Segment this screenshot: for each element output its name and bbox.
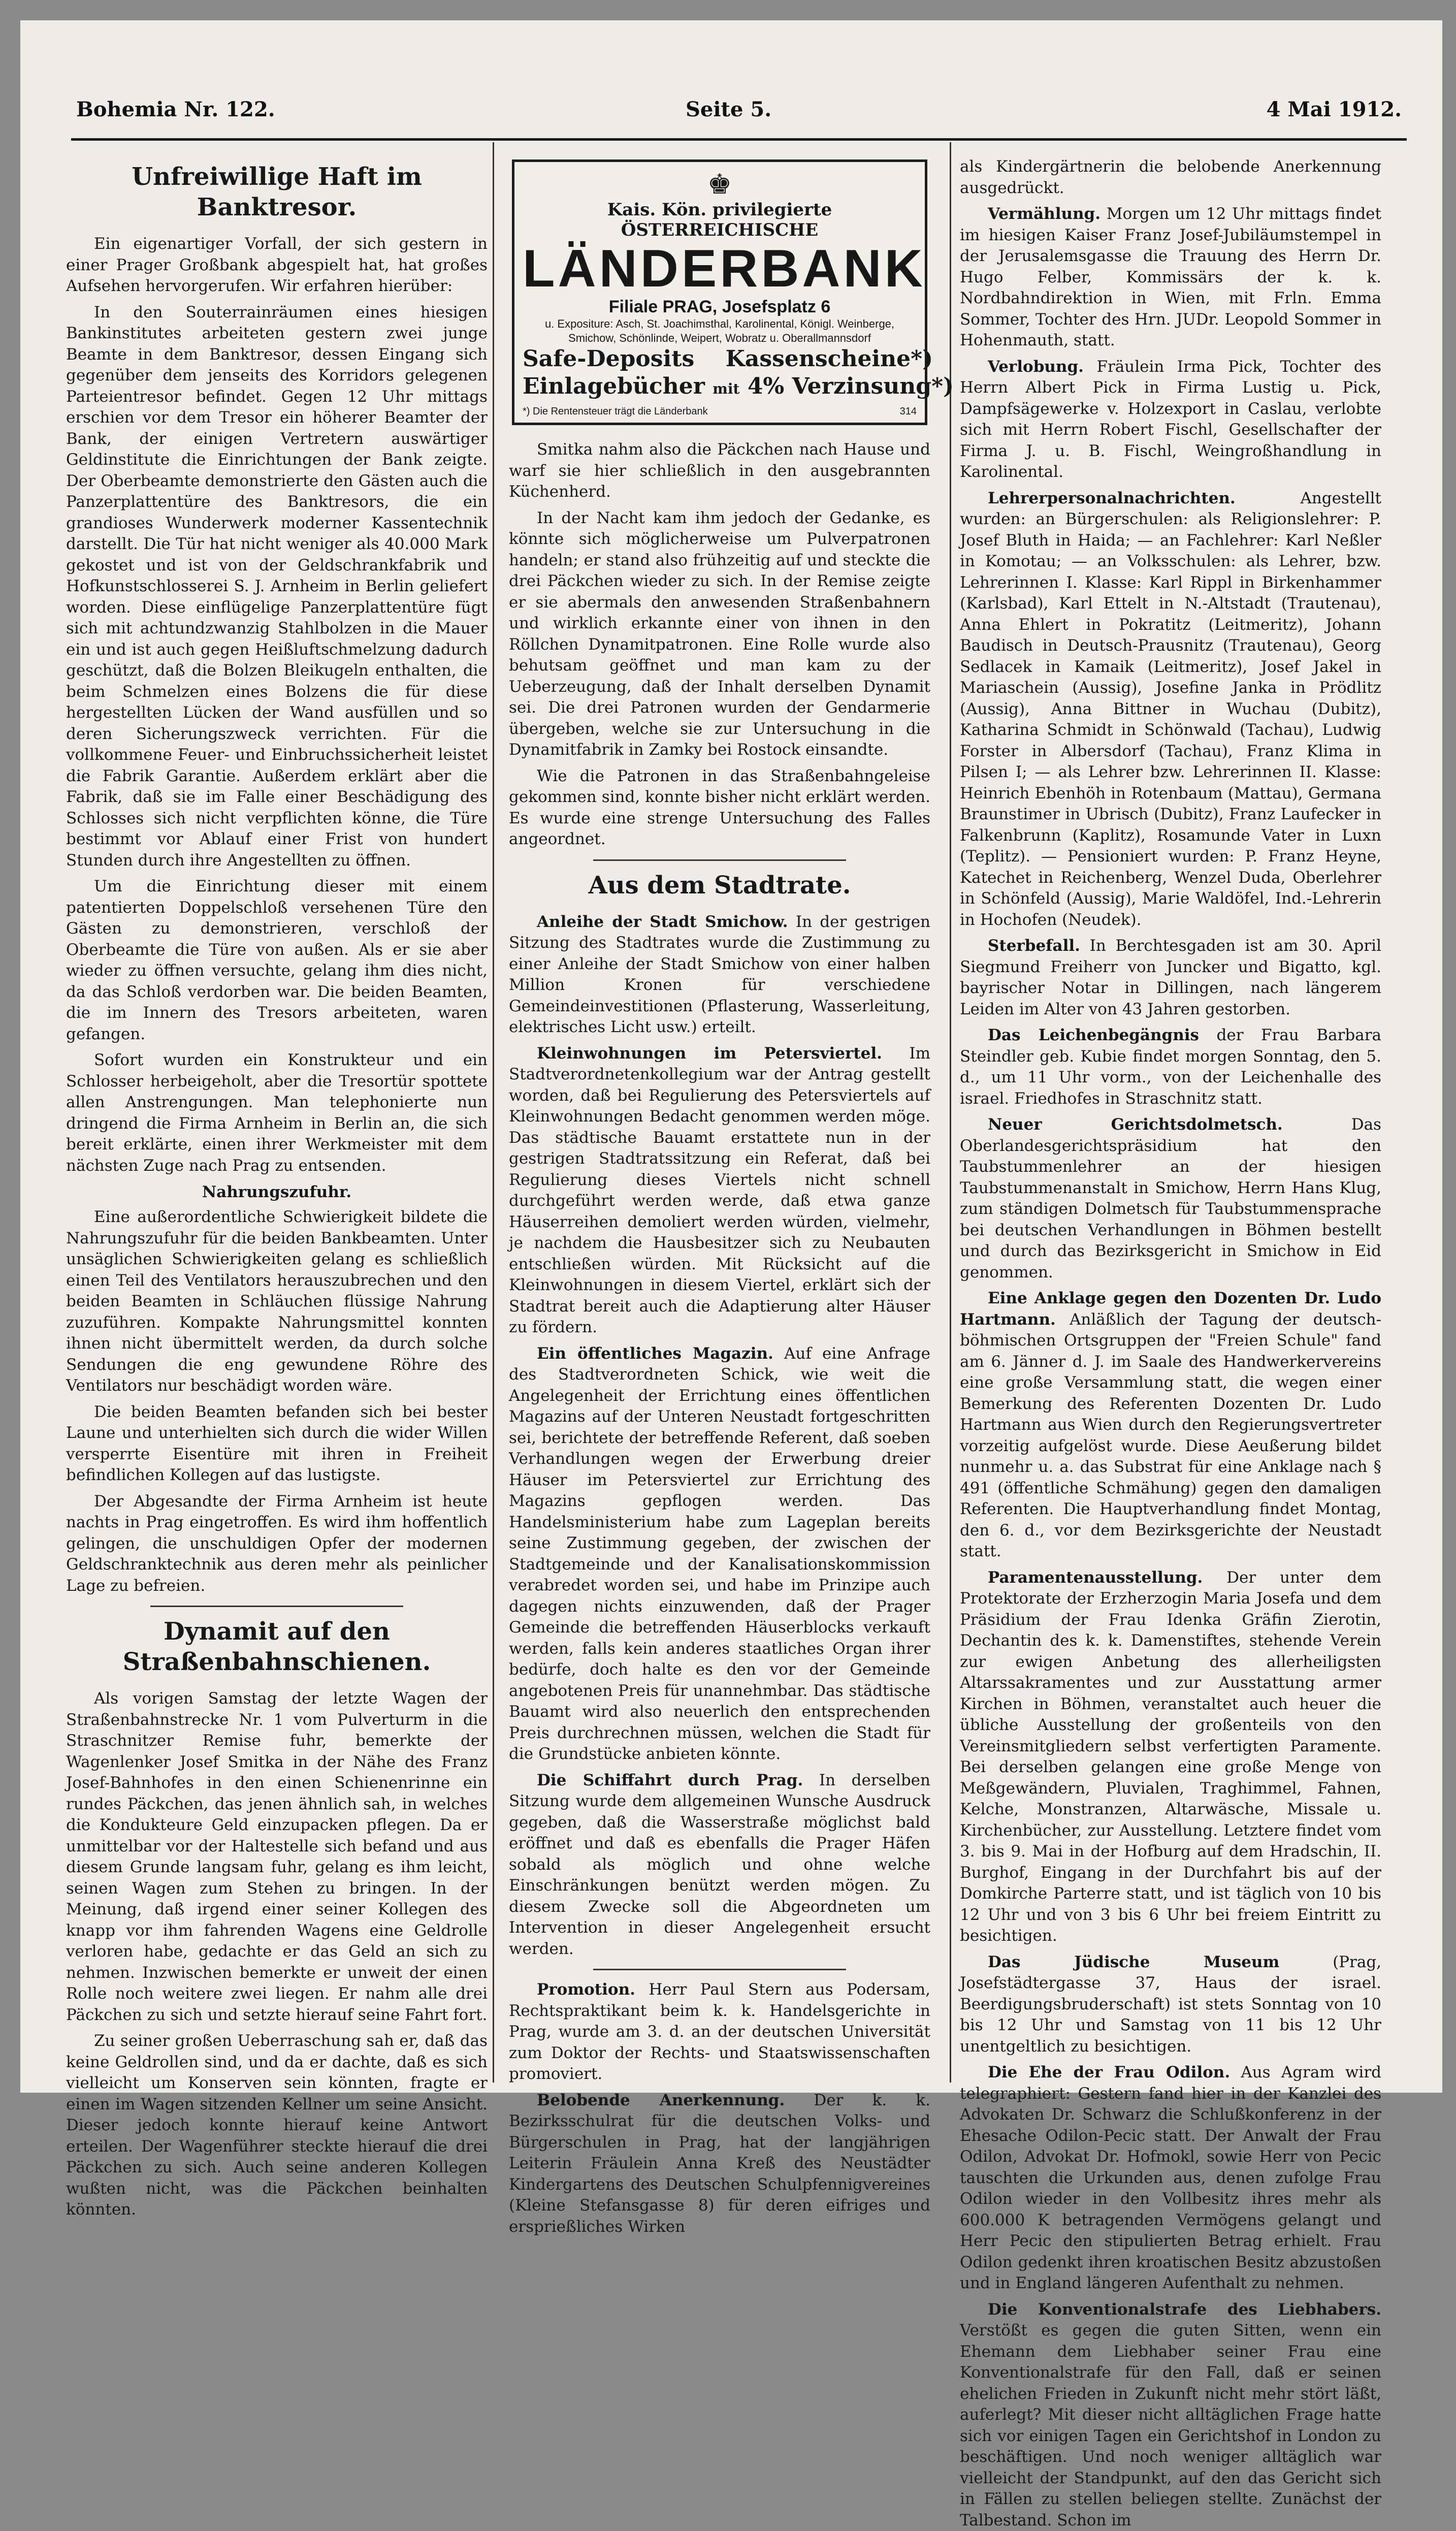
newspaper-page (20, 20, 1442, 2093)
ad-code: 314 (900, 406, 917, 418)
item-lead: Die Konventionalstrafe des Liebhabers. (988, 2300, 1381, 2319)
ad-offer-row (523, 373, 917, 403)
ad-offer: Safe-Deposits (523, 346, 694, 372)
ad-footer (523, 406, 917, 418)
item-lead: Eine Anklage gegen den Dozenten Dr. Ludo Hartmann. (960, 1289, 1381, 1329)
article-title: Dynamit auf den Straßenbahnschienen. (66, 1616, 488, 1677)
item-text: In derselben Sitzung wurde dem allgemeinen Wunsche Ausdruck gegeben, daß die Wasserstraße möglichst bald eröffnet und daß es ebenfalls die Prager Häfen sobald als möglich und ohne welche Einschränkungen benützt werden mögen. Zu diesem Zwecke soll die Abgeordneten um Intervention in dieser Angelegenheit ersucht werden. (509, 1771, 930, 1958)
item-lead: Ein öffentliches Magazin. (537, 1344, 773, 1363)
article-paragraph (960, 1952, 1381, 2058)
item-lead: Die Schiffahrt durch Prag. (537, 1771, 803, 1789)
article-paragraph: Smitka nahm also die Päckchen nach Hause und warf sie hier schließlich in den ausgebrannten Küchenherd. (509, 439, 930, 503)
item-text: (Prag, Josefstädtergasse 37, Haus der israel. Beerdigungsbruderschaft) ist stets Sonntag von 10 bis 12 Uhr und Samstag von 11 bis 12 Uhr unentgeltlich zu besichtigen. (960, 1953, 1381, 2056)
article-paragraph: Zu seiner großen Ueberraschung sah er, daß das keine Geldrollen sind, und da er dachte, daß es sich vielleicht um Konserven sein könnten, fragte er einen im Wagen sitzenden Kellner um seine Ansicht. Dieser jedoch konnte hierauf keine Antwort erteilen. Der Wagenführer steckte hierauf die drei Päckchen zu sich. Auch seine anderen Kollegen wußten nicht, was die Päckchen beinhalten könnten. (66, 2031, 488, 2221)
article-title: Unfreiwillige Haft im Banktresor. (66, 162, 488, 222)
item-text: Anläßlich der Tagung der deutsch-böhmischen Ortsgruppen der "Freien Schule" fand am 6. Jänner d. J. im Saale des Handwerkervereins eine große Versammlung statt, die wegen einer Bemerkung des Referenten Dozenten Dr. Ludo Hartmann aus Wien durch den Regierungsvertreter vorzeitig aufgelöst wurde. Diese Aeußerung bildet nunmehr u. a. das Substrat für eine Anklage nach § 491 (öffentliche Schmähung) gegen den damaligen Referenten. Die Hauptverhandlung findet Montag, den 6. d., vor dem Bezirksgerichte der Neustadt statt. (960, 1310, 1381, 1561)
item-lead: Promotion. (537, 1980, 635, 1999)
article-paragraph (960, 1567, 1381, 1947)
item-lead: Die Ehe der Frau Odilon. (988, 2063, 1230, 2081)
article-separator (593, 859, 846, 861)
item-lead: Das Jüdische Museum (988, 1953, 1279, 1971)
item-text: Herr Paul Stern aus Podersam, Rechtspraktikant beim k. k. Handelsgerichte in Prag, wurde am 3. d. an der deutschen Universität zum Doktor der Rechts- und Staatswissenschaften promoviert. (509, 1980, 930, 2083)
item-text: Aus Agram wird telegraphiert: Gestern fand hier in der Kanzlei des Advokaten Dr. Schwarz die Schlußkonferenz in der Ehesache Odilon-Pecic statt. Der Anwalt der Frau Odilon, Advokat Dr. Hofmokl, sowie Herr von Pecic tauschten die Urkunden aus, denen zufolge Frau Odilon wieder in den Vollbesitz ihres mehr als 600.000 K betragenden Vermögens gelangt und Herr Pecic den stipulierten Betrag erhielt. Frau Odilon gedenkt ihren kroatischen Besitz abzustoßen und in England längeren Aufenthalt zu nehmen. (960, 2063, 1381, 2292)
article-separator (150, 1606, 403, 1607)
item-lead: Paramentenausstellung. (988, 1568, 1203, 1587)
column-rule (493, 142, 494, 2083)
ad-interest-rate: 4% (748, 373, 784, 399)
article-paragraph (960, 488, 1381, 931)
item-lead: Anleihe der Stadt Smichow. (537, 913, 788, 931)
ad-offer: Verzinsung*) (792, 373, 954, 399)
article-paragraph: Um die Einrichtung dieser mit einem patentierten Doppelschloß versehenen Türe den Gästen zu demonstrieren, verschloß der Oberbeamte die Türe von außen. Als er sie aber wieder zu öffnen versuchte, gelang ihm dies nicht, da das Schloß verdorben war. Die beiden Beamten, die im Innern des Tresors arbeiteten, waren gefangen. (66, 876, 488, 1045)
ad-branch-address: Filiale PRAG, Josefsplatz 6 (523, 297, 917, 317)
article-paragraph: Wie die Patronen in das Straßenbahngeleise gekommen sind, konnte bisher nicht erklärt werden. Es wurde eine strenge Untersuchung des Falles angeordnet. (509, 766, 930, 850)
page-number: Seite 5. (686, 98, 771, 121)
ad-expositures: u. Expositure: Asch, St. Joachimsthal, Karolinental, Königl. Weinberge, Smichow, Schönlinde, Weipert, Wobratz u. Oberallmannsdorf (523, 317, 917, 345)
article-paragraph: Sofort wurden ein Konstrukteur und ein Schlosser herbeigeholt, aber die Tresortür spottete allen Anstrengungen. Man telephonierte nun dringend die Firma Arnheim in Berlin an, die sich bereit erklärte, einen ihrer Werkmeister mit dem nächsten Zuge nach Prag zu entsenden. (66, 1050, 488, 1176)
item-lead: Neuer Gerichtsdolmetsch. (988, 1115, 1283, 1134)
item-text: der Frau Barbara Steindler geb. Kubie findet morgen Sonntag, den 5. d., um 11 Uhr vorm., von der Leichenhalle des israel. Friedhofes in Straschnitz statt. (960, 1026, 1381, 1108)
item-text: In Berchtesgaden ist am 30. April Siegmund Freiherr von Juncker und Bigatto, kgl. bayrischer Notar in Dillingen, nach längerem Leiden im Alter von 43 Jahren gestorben. (960, 937, 1381, 1018)
article-paragraph: Die beiden Beamten befanden sich bei bester Laune und unterhielten sich durch die wider Willen versperrte Eisentüre mit ihren in Freiheit befindlichen Kollegen auf das lustigste. (66, 1402, 488, 1486)
item-lead: Sterbefall. (988, 937, 1080, 955)
header-rule (71, 138, 1407, 141)
ad-footnote: *) Die Rentensteuer trägt die Länderbank (523, 406, 708, 418)
article-separator (593, 1969, 846, 1970)
article-paragraph (509, 1343, 930, 1765)
article-paragraph: als Kindergärtnerin die belobende Anerkennung ausgedrückt. (960, 156, 1381, 199)
item-text: Angestellt wurden: an Bürgerschulen: als Religionslehrer: P. Josef Bluth in Haida; — an Fachlehrer: Karl Neßler in Komotau; — an Volksschulen: als Lehrer, bzw. Lehrerinnen I. Klasse: Karl Rippl in Birkenhammer (Karlsbad), Karl Ettelt in N.-Altstadt (Trautenau), Anna Ehlert in Pokratitz (Leitmeritz), Johann Baudisch in Deutsch-Prausnitz (Trautenau), Georg Sedlacek in Kamaik (Leitmeritz), Josef Jakel in Mariaschein (Aussig), Josefine Janka in Prödlitz (Aussig), Anna Bittner in Wuchau (Dubitz), Katharina Schmidt in Schönwald (Tachau), Ludwig Forster in Albersdorf (Tachau), Franz Klima in Pilsen I; — als Lehrer bzw. Lehrerinnen II. Klasse: Heinrich Ebenhöh in Rotenbaum (Mattau), Germana Braunstimer in Ubrisch (Dubitz), Franz Laufecker in Falkenbrunn (Kaplitz), Rosamunde Vater in Luxn (Teplitz). — Pensioniert wurden: P. Franz Heyne, Katechet in Reichenberg, Wenzel Duda, Oberlehrer in Schönfeld (Aussig), Marie Waldöfel, Ind.-Lehrerin in Hochofen (Neudek). (960, 489, 1381, 929)
item-text: Das Oberlandesgerichtspräsidium hat den Taubstummenlehrer an der hiesigen Taubstummenanstalt in Smichow, Herrn Hans Klug, zum ständigen Dolmetsch für Taubstummensprache bei deutschen Verhandlungen in Böhmen bestellt und durch das Bezirksgericht in Smichow in Eid genommen. (960, 1115, 1381, 1281)
item-lead: Kleinwohnungen im Petersviertel. (537, 1044, 882, 1063)
article-paragraph (509, 1043, 930, 1338)
item-lead: Verlobung. (988, 358, 1084, 376)
ad-offer-row (523, 345, 917, 373)
article-paragraph (960, 204, 1381, 351)
article-paragraph (509, 912, 930, 1038)
article-paragraph (509, 1770, 930, 1960)
article-paragraph (509, 2090, 930, 2238)
item-text: Im Stadtverordnetenkollegium war der Antrag gestellt worden, daß bei Regulierung des Petersviertels auf Kleinwohnungen Bedacht genommen werden möge. Das städtische Bauamt erstattete nun in der gestrigen Stadtratssitzung ein Referat, daß bei Regulierung dieses Viertels nicht schnell durchgeführt werden werde, daß etwa ganze Häuserreihen demoliert werden würden, vielmehr, je nachdem die Hausbesitzer sich zu Neubauten entschließen würden. Mit Rücksicht auf die Kleinwohnungen in diesem Viertel, erklärt sich der Stadtrat bereit auch die Adaptierung alter Häuser zu fördern. (509, 1044, 930, 1337)
item-text: Verstößt es gegen die guten Sitten, wenn ein Ehemann dem Liebhaber seiner Frau eine Konventionalstrafe für den Fall, daß er seinen ehelichen Frieden in Zukunft nicht mehr stört läßt, auferlegt? Mit dieser nicht alltäglichen Frage hatte sich vor einigen Tagen ein Gerichtshof in London zu beschäftigen. Und noch weniger alltäglich war vielleicht der Standpunkt, auf den das Gericht sich in Fällen zu stellen beliegen stellte. Zunächst der Talbestand. Schon im (960, 2321, 1381, 2529)
eagle-emblem-icon: ♚ (523, 169, 917, 200)
article-paragraph (960, 1288, 1381, 1562)
column-middle (509, 156, 930, 2087)
ad-offer: Kassenscheine*) (726, 346, 933, 372)
article-paragraph (960, 1114, 1381, 1283)
article-paragraph (960, 936, 1381, 1020)
item-lead: Belobende Anerkennung. (537, 2091, 785, 2109)
issue-date: 4 Mai 1912. (1267, 98, 1402, 121)
section-title: Aus dem Stadtrate. (509, 870, 930, 901)
item-text: Fräulein Irma Pick, Tochter des Herrn Albert Pick in Firma Lustig u. Pick, Dampfsägewerke v. Holzexport in Caslau, verlobte sich mit Herrn Robert Fischl, Gesellschafter der Firma J. u. B. Fischl, Weingroßhandlung in Karolinental. (960, 358, 1381, 482)
article-paragraph: In den Souterrainräumen eines hiesigen Bankinstitutes arbeiteten gestern zwei junge Beamte in dem Banktresor, dessen Eingang sich gegenüber dem jenseits des Korridors gelegenen Parteientresor befindet. Gegen 12 Uhr mittags erschien vor dem Tresor ein höherer Beamter der Bank, der einigen Vertretern auswärtiger Geldinstitute die Einrichtungen der Bank zeigte. Der Oberbeamte demonstrierte den Gästen auch die Panzerplattentüre des Banktresors, die ein grandioses Wunderwerk moderner Kassentechnik darstellt. Die Tür hat nicht weniger als 40.000 Mark gekostet und ist von der Geldschrankfabrik und Hofkunstschlosserei S. J. Arnheim in Berlin geliefert worden. Diese einflügelige Panzerplattentüre fügt sich mit achtundzwanzig Stahlbolzen in die Mauer ein und ist auch gegen Heißluftschmelzung dadurch geschützt, daß die Bolzen Bleikugeln enthalten, die beim Schmelzen eines Bolzens die für diese hergestellten Lücken der Wand ausfüllen und so deren Sicherungszweck verrichten. Für die vollkommene Feuer- und Einbruchssicherheit leistet die Fabrik Garantie. Außerdem erklärt aber die Fabrik, daß sie im Falle einer Beschädigung des Schlosses sich nicht verpflichten könne, die Türe bestimmt vor Ablauf einer Frist von hundert Stunden durch ihre Angestellten zu öffnen. (66, 302, 488, 872)
ad-offer: Einlagebücher (523, 373, 705, 399)
ad-brand-name: LÄNDERBANK (523, 240, 917, 297)
article-paragraph: Als vorigen Samstag der letzte Wagen der Straßenbahnstrecke Nr. 1 vom Pulverturm in die Straschnitzer Remise fuhr, bemerkte der Wagenlenker Josef Smitka in der Nähe des Franz Josef-Bahnhofes in den einen Schienenrinne ein rundes Päckchen, das jenen ähnlich sah, in welches die Kondukteure Geld einzupacken pflegen. Da er unmittelbar vor der Haltestelle sich befand und aus diesem Grunde langsam fuhr, gelang es ihm leicht, seinen Wagen zum Stehen zu bringen. In der Meinung, daß irgend einer seiner Kollegen des knapp vor ihm fahrenden Wagens eine Geldrolle verloren habe, gedachte er das Geld an sich zu nehmen. Inzwischen bemerkte er unweit der einen Rolle noch weitere zwei liegen. Er nahm alle drei Päckchen zu sich und setzte hierauf seine Fahrt fort. (66, 1688, 488, 2026)
article-subheading: Nahrungszufuhr. (66, 1181, 488, 1203)
article-paragraph (960, 2062, 1381, 2294)
article-paragraph: Ein eigenartiger Vorfall, der sich gestern in einer Prager Großbank abgespielt hat, hat großes Aufsehen hervorgerufen. Wir erfahren hierüber: (66, 234, 488, 297)
column-right (960, 156, 1381, 2087)
article-paragraph: In der Nacht kam ihm jedoch der Gedanke, es könnte sich möglicherweise um Pulverpatronen handeln; er stand also frühzeitig auf und steckte die drei Päckchen wieder zu sich. In der Remise zeigte er sie abermals den anwesenden Straßenbahnern und wirklich erkannte einer von ihnen in den Röllchen Dynamitpatronen. Eine Rolle wurde also behutsam geöffnet und man kam zu der Ueberzeugung, daß der Inhalt derselben Dynamit sei. Die drei Patronen wurden der Gendarmerie übergeben, welche sie zur Untersuchung in die Dynamitfabrik in Zamky bei Rostock einsandte. (509, 508, 930, 761)
bank-advertisement (512, 159, 927, 425)
article-paragraph (960, 357, 1381, 483)
column-left (66, 156, 488, 2087)
article-paragraph (960, 2299, 1381, 2531)
article-paragraph (509, 1979, 930, 2085)
column-rule (950, 142, 951, 2083)
ad-offer-connector: mit (713, 380, 739, 397)
item-lead: Das Leichenbegängnis (988, 1026, 1199, 1044)
newspaper-issue: Bohemia Nr. 122. (76, 98, 275, 121)
page-header (76, 98, 1402, 133)
item-lead: Lehrerpersonalnachrichten. (988, 489, 1236, 507)
ad-subtitle: Kais. Kön. privilegierte ÖSTERREICHISCHE (523, 200, 917, 240)
article-paragraph: Der Abgesandte der Firma Arnheim ist heute nachts in Prag eingetroffen. Es wird ihm hoffentlich gelingen, die unschuldigen Opfer der modernen Geldschranktechnik aus deren mehr als peinlicher Lage zu befreien. (66, 1491, 488, 1597)
item-text: In der gestrigen Sitzung des Stadtrates wurde die Zustimmung zu einer Anleihe der Stadt Smichow von einer halben Million Kronen für verschiedene Gemeindeinvestitionen (Pflasterung, Wasserleitung, elektrisches Licht usw.) erteilt. (509, 913, 930, 1037)
item-lead: Vermählung. (988, 205, 1101, 223)
item-text: Auf eine Anfrage des Stadtverordneten Schick, wie weit die Angelegenheit der Errichtung eines öffentlichen Magazins auf der Unteren Neustadt fortgeschritten sei, berichtete der betreffende Referent, daß soeben Verhandlungen wegen der Erwerbung dreier Häuser im Petersviertel zur Errichtung des Magazins gepflogen werden. Das Handelsministerium habe zum Lageplan bereits seine Zustimmung gegeben, der zwischen der Stadtgemeinde und der Kanalisationskommission verabredet worden sei, und habe im Prinzipe auch dagegen nichts einzuwenden, daß der Prager Gemeinde die betreffenden Häuserblocks verkauft werden, falls kein anderes staatliches Organ ihrer bedürfe, doch halte es den vor der Gemeinde angebotenen Preis für unannehmbar. Das städtische Bauamt wird also neuerlich den entsprechenden Preis durchrechnen müssen, welchen die Stadt für die Grundstücke anbieten könnte. (509, 1344, 930, 1764)
article-paragraph: Eine außerordentliche Schwierigkeit bildete die Nahrungszufuhr für die beiden Bankbeamten. Unter unsäglichen Schwierigkeiten gelang es schließlich einen Teil des Ventilators herauszubrechen und den beiden Beamten in Schläuchen flüssige Nahrung zuzuführen. Kompakte Nahrungsmittel konnten ihnen nicht übermittelt werden, da durch solche Sendungen die eng gewundene Röhre des Ventilators nur beschädigt worden wäre. (66, 1207, 488, 1397)
item-text: Morgen um 12 Uhr mittags findet im hiesigen Kaiser Franz Josef-Jubiläumstempel in der Jerusalemsgasse die Trauung des Herrn Dr. Hugo Felber, Kommissärs der k. k. Nordbahndirektion in Wien, mit Frln. Emma Sommer, Tochter des Hrn. JUDr. Leopold Sommer in Hohenmauth, statt. (960, 205, 1381, 349)
item-text: Der unter dem Protektorate der Erzherzogin Maria Josefa und dem Präsidium der Frau Idenka Gräfin Zierotin, Dechantin des k. k. Damenstiftes, stehende Verein zur ewigen Anbetung des allerheiligsten Altarssakramentes und zur Ausstattung armer Kirchen in Böhmen, veranstaltet auch heuer die übliche Ausstellung der großenteils von den Vereinsmitgliedern selbst verfertigten Paramente. Bei derselben gelangen eine große Menge von Meßgewändern, Pluvialen, Traghimmel, Fahnen, Kelche, Monstranzen, Altarwäsche, Missale u. Kirchenbücher, zur Ausstellung. Letztere findet vom 3. bis 9. Mai in der Hofburg auf dem Hradschin, II. Burghof, Eingang in der Durchfahrt bis auf der Domkirche Parterre statt, und ist täglich von 10 bis 12 Uhr und von 3 bis 6 Uhr bei freiem Eintritt zu besichtigen. (960, 1568, 1381, 1945)
article-paragraph (960, 1025, 1381, 1109)
item-text: Der k. k. Bezirksschulrat für die deutschen Volks- und Bürgerschulen in Prag, hat der langjährigen Leiterin Fräulein Anna Kreß des Neustädter Kindergartens des Deutschen Schulpfennigvereines (Kleine Stefansgasse 8) für deren eifriges und ersprießliches Wirken (509, 2091, 930, 2236)
